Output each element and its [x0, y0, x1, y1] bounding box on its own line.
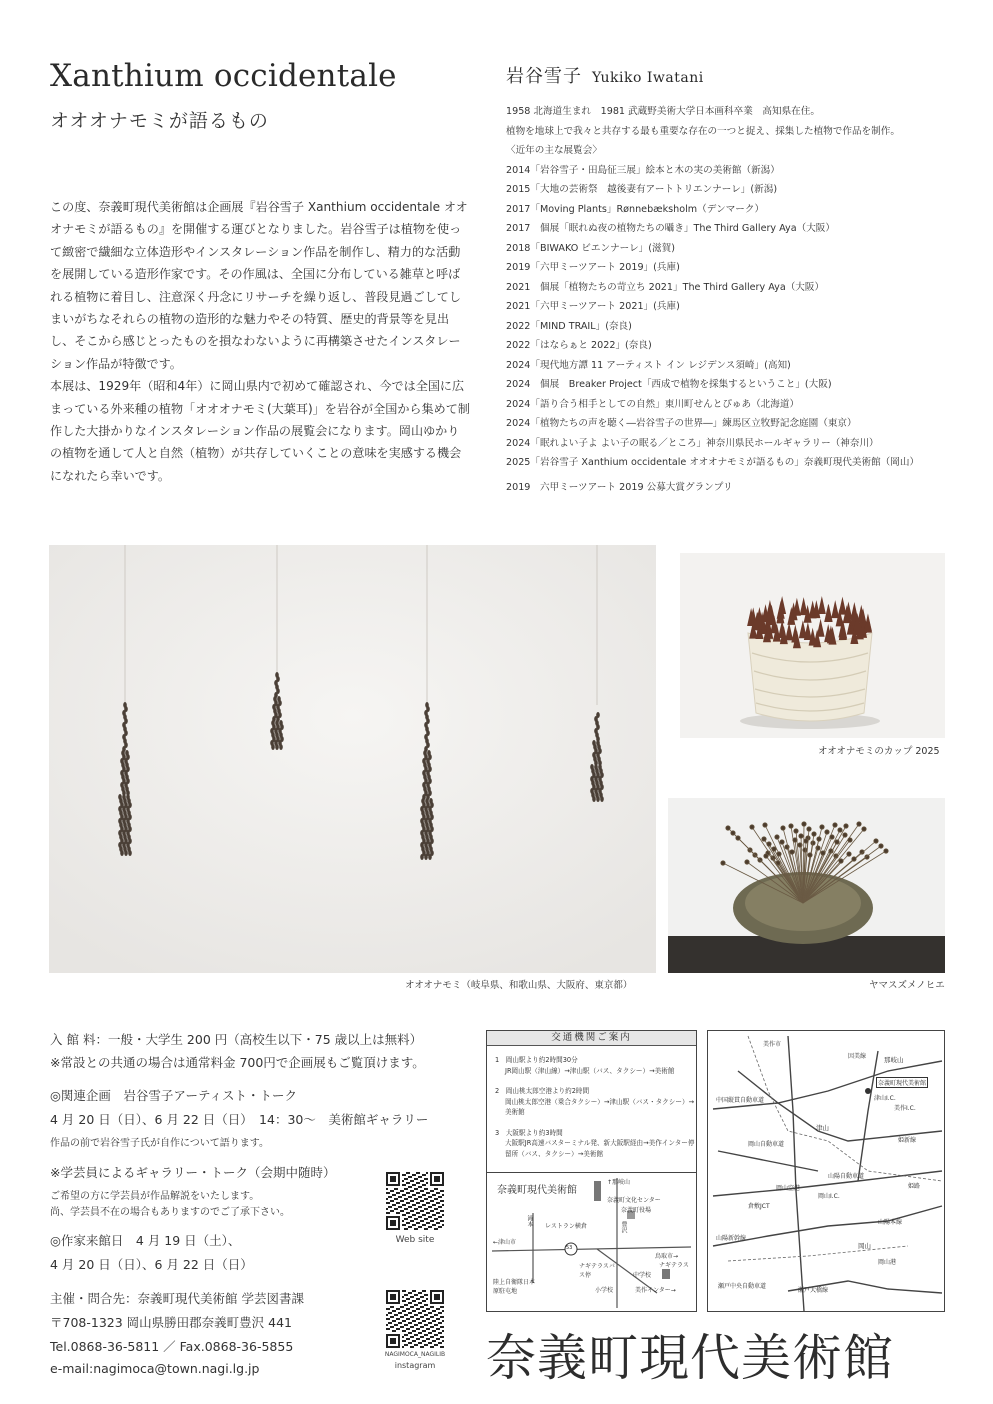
seed-head [762, 837, 766, 841]
exhibition-title-en: Xanthium occidentale [50, 58, 397, 94]
seed [600, 796, 604, 802]
admission-fee: 入 館 料：一般・大学生 200 円（高校生以下・75 歳以上は無料） [50, 1032, 423, 1047]
access-route [495, 1128, 695, 1160]
cup-photo-caption: オオオナモミのカップ 2025 [818, 746, 940, 757]
map-tsuyama-ic-label: 津山I.C. [874, 1095, 896, 1102]
seed-head [825, 830, 829, 834]
map-tsuyama-label: 津山 [816, 1124, 829, 1132]
seed [120, 850, 124, 856]
map-culture-center-label: 奈義町文化センター [607, 1197, 661, 1204]
artist-visit-line-2: 4 月 20 日（日）、6 月 22 日（日） [50, 1257, 253, 1272]
seed [275, 744, 279, 750]
seed-head [781, 826, 785, 830]
map-sanyo-exp-label: 山陽自動車道 [828, 1173, 865, 1180]
bio-line: 2014「岩谷雪子・田島征三展」絵本と木の実の美術館（新潟） [506, 164, 780, 176]
access-guide [486, 1030, 697, 1190]
map-inbi-line-label: 因美線 [848, 1053, 867, 1060]
seed-head [802, 822, 806, 826]
regional-map [707, 1030, 945, 1312]
artist-name-en: Yukiko Iwatani [592, 70, 704, 86]
bio-line: 2024「植物たちの声を聴く―岩谷雪子の世界―」練馬区立牧野記念庭園（東京） [506, 418, 857, 429]
artist-name [506, 62, 704, 88]
map-chugoku-exp-label: 中国縦貫自動車道 [716, 1097, 765, 1104]
route-detail: 岡山桃太郎空港（乗合タクシー）→津山駅（バス・タクシー）→美術館 [505, 1097, 695, 1116]
local-map [486, 1172, 697, 1312]
map-sanyo-shinkansen-label: 山陽新幹線 [716, 1235, 747, 1242]
main-photo-caption: オオオナモミ（岐阜県、和歌山県、大阪府、東京都） [405, 980, 633, 991]
map-seto-ohashi-label: 瀬戸大橋線 [798, 1287, 829, 1294]
exhibition-title-jp: オオオナモミが語るもの [50, 110, 269, 132]
email: e-mail:nagimoca@town.nagi.lg.jp [50, 1361, 260, 1376]
access-route [495, 1086, 695, 1118]
qr-pattern-icon [386, 1290, 444, 1348]
seed-head [884, 849, 888, 853]
seed-head [844, 824, 848, 828]
address: 〒708-1323 岡山県勝田郡奈義町豊沢 441 [50, 1315, 292, 1330]
grass-photo [668, 798, 945, 973]
intro-paragraph-2: 本展は、1929年（昭和4年）に岡山県内で初めて確認され、今では全国に広まっている外来種の植物「オオオナモミ(大葉耳)」を岩谷が全国から集めて制作した大掛かりなインスタレーション作品の展覧会になります。岡山ゆかりの植物を通して人と自然（植物）が共存していくことの意味を実感する機会になれたら幸いです。 [50, 379, 470, 483]
seed-head [726, 826, 730, 830]
seed-head [750, 825, 754, 829]
gallery-talk-desc-1: ご希望の方に学芸員が作品解説をいたします。 [50, 1191, 260, 1202]
organizer: 主催・問合先：奈義町現代美術館 学芸図書課 [50, 1291, 304, 1306]
bio-line: 2017 個展「眠れぬ夜の植物たちの囁き」The Third Gallery Aya（大阪） [506, 223, 835, 234]
artist-award: 2019 六甲ミーツアート 2019 公募大賞グランプリ [506, 482, 733, 493]
map-elementary-label: 小学校 [595, 1287, 614, 1294]
map-okayama-port-label: 岡山港 [878, 1259, 897, 1266]
cup-illustration [680, 553, 945, 738]
bio-line: 植物を地球上で我々と共存する最も重要な存在の一つと捉え、採集した植物で作品を制作。 [506, 125, 900, 137]
seed-head [838, 828, 842, 832]
seed-head [807, 827, 811, 831]
map-tsuyama-label: ←津山市 [493, 1239, 517, 1246]
seed-head [820, 825, 824, 829]
seed [592, 796, 596, 802]
route-time: 大阪駅より約3時間 [505, 1128, 563, 1137]
route-detail: JR岡山駅（津山線）→津山駅（バス、タクシー）→美術館 [505, 1066, 675, 1075]
qr-pattern-icon [386, 1172, 444, 1230]
seed-head [835, 840, 839, 844]
bio-line: 2015「大地の芸術祭 越後妻有アートトリエンナーレ」(新潟) [506, 184, 778, 195]
seed-head [862, 827, 866, 831]
seed-head [767, 842, 771, 846]
hanging-strands-illustration [49, 545, 656, 973]
seed-head [874, 839, 878, 843]
bio-line: 2017「Moving Plants」Rønnebæksholm（デンマーク） [506, 203, 765, 215]
museum-logo: 奈義町現代美術館 [486, 1329, 894, 1387]
museum-marker [594, 1181, 601, 1201]
map-route-label: 53 [566, 1245, 573, 1251]
seed [124, 850, 128, 856]
bio-line: 〈近年の主な展覧会〉 [506, 145, 602, 156]
route-number: 2 [495, 1087, 500, 1095]
map-town-office-label: 奈義町役場 [621, 1207, 652, 1214]
seed-head [833, 823, 837, 827]
bio-line: 2019「六甲ミーツアート 2019」(兵庫) [506, 262, 680, 273]
seed-head [763, 823, 767, 827]
map-seto-chuo-label: 瀬戸中央自動車道 [718, 1283, 767, 1290]
instagram-qr-code[interactable] [386, 1290, 444, 1348]
map-himeji-label: 姫路 [908, 1183, 921, 1190]
tel-fax: Tel.0868-36-5811 ／ Fax.0868-36-5855 [50, 1339, 294, 1354]
access-route [495, 1055, 695, 1076]
map-bus-stop-label: ナギテラスバス停 [579, 1263, 615, 1279]
bio-line: 1958 北海道生まれ 1981 武蔵野美術大学日本画科卒業 高知県在住。 [506, 106, 820, 117]
seed [279, 744, 283, 750]
seed-head [830, 835, 834, 839]
website-qr-label: Web site [395, 1235, 435, 1245]
seed-head [843, 833, 847, 837]
artist-visit-line-1: ◎作家来館日 4 月 19 日（土）、 [50, 1233, 241, 1248]
artist-name-jp: 岩谷雪子 [506, 66, 582, 87]
grass-illustration [668, 798, 945, 973]
access-routes [495, 1055, 695, 1159]
map-nagi-terrace-label: ナギテラス [659, 1262, 689, 1269]
bio-line: 2024「語り合う相手としての自然」東川町せんとぴゅあ（北海道） [506, 398, 800, 410]
map-jr-high-label: 中学校 [633, 1272, 652, 1279]
seed [420, 854, 424, 860]
bio-line: 2022「はならぁと 2022」(奈良) [506, 340, 652, 351]
map-mimasaka-line-label: 美作市 [763, 1041, 782, 1048]
seed-head [839, 859, 843, 863]
seed-head [799, 834, 803, 838]
seed-head [745, 860, 749, 864]
map-nagisan-label: 那岐山 [884, 1056, 904, 1064]
seed [424, 854, 428, 860]
gallery-talk-desc-2: 尚、学芸員不在の場合もありますのでご了承下さい。 [50, 1207, 290, 1218]
bio-line: 2021「六甲ミーツアート 2021」(兵庫) [506, 301, 680, 312]
seed [596, 796, 600, 802]
instagram-handle: NAGIMOCA_NAGILIB [384, 1351, 446, 1358]
map-mimasaka-ic-label: 美作インター→ [635, 1287, 676, 1294]
intro-text [50, 196, 470, 487]
seed-head [777, 852, 781, 856]
bio-line: 2021 個展「植物たちの苛立ち 2021」The Third Gallery Aya（大阪） [506, 281, 825, 293]
related-event-desc: 作品の前で岩谷雪子氏が自作について語ります。 [50, 1138, 269, 1149]
map-tottori-label: 鳥取市→ [655, 1253, 679, 1260]
map-river-label: 滝本 [526, 1215, 533, 1227]
bio-line: 2024「現代地方譚 11 アーティスト イン レジデンス須崎」(高知) [506, 359, 791, 371]
seed-head [808, 853, 812, 857]
artist-bio [506, 102, 966, 473]
map-okayama-exp-label: 岡山自動車道 [748, 1141, 785, 1148]
seed [271, 744, 275, 750]
website-qr-code[interactable] [386, 1172, 444, 1230]
map-sanyo-line-label: 山陽本線 [878, 1219, 903, 1226]
map-jsdf-label: 陸上自衛隊日本原駐屯地 [493, 1279, 536, 1295]
admission-note: ※常設との共通の場合は通常料金 700円で企画展もご覧頂けます。 [50, 1055, 425, 1070]
access-heading: 交通機関ご案内 [487, 1031, 696, 1046]
map-nagisan-label: ↑那岐山 [607, 1179, 631, 1186]
bio-line: 2024「眠れよい子よ よい子の眠る／ところ」神奈川県民ホールギャラリー（神奈川） [506, 437, 879, 449]
map-mimasaka-ic-label: 美作I.C. [894, 1105, 916, 1112]
seed-head [736, 836, 740, 840]
map-kishin-line-label: 姫新線 [898, 1137, 917, 1144]
route-number: 1 [495, 1056, 500, 1064]
seed-head [817, 837, 821, 841]
gallery-talk-title: ※学芸員によるギャラリー・トーク（会期中随時） [50, 1165, 336, 1180]
bio-line: 2024 個展 Breaker Project「西成で植物を採集するということ」(大阪) [506, 379, 832, 390]
installation-photo [49, 545, 656, 973]
grass-photo-caption: ヤマスズメノヒエ [869, 980, 945, 991]
map-okayama-label: 岡山 [858, 1242, 871, 1250]
seed-head [821, 851, 825, 855]
seed-head [731, 831, 735, 835]
route-time: 岡山桃太郎空港より約2時間 [505, 1087, 590, 1095]
bio-line: 2018「BIWAKO ビエンナーレ」(滋賀) [506, 242, 675, 254]
map-restaurant-label: レストラン横倉 [545, 1223, 587, 1230]
seed-head [721, 861, 725, 865]
related-event-dates: 4 月 20 日（日）、6 月 22 日（日） 14：30～ 美術館ギャラリー [50, 1112, 429, 1127]
route-detail: 大阪駅JR高速バスターミナル発、新大阪駅経由→美作インター停留所（バス、タクシー）→美術館 [505, 1139, 695, 1158]
seed-head [780, 840, 784, 844]
seed-head [789, 824, 793, 828]
seed-head [790, 850, 794, 854]
intro-paragraph-1: この度、奈義町現代美術館は企画展『岩谷雪子 Xanthium occidentale オオオナモミが語るもの』を開催する運びとなりました。岩谷雪子は植物を使って緻密で繊細な立体造形やインスタレーション作品を制作し、精力的な活動を展開している造形作家です。その作風は、全国に分布している雑草と呼ばれる植物に着目し、注意深く丹念にリサーチを繰り返し、普段見過ごしてしまいがちなそれらの植物の造形的な魅力やその特質、歴史的背景等を見出し、そこから感じとったものを損なわないように再構築させたインスタレーション作品が特徴です。 [50, 200, 468, 371]
bio-line: 2022「MIND TRAIL」(奈良) [506, 320, 632, 332]
seed-head [879, 844, 883, 848]
map-okayama-ic-label: 岡山I.C. [818, 1193, 840, 1200]
instagram-label: instagram [394, 1361, 436, 1370]
map-okayama-airport-label: 岡山空港 [776, 1185, 801, 1192]
seed-head [848, 838, 852, 842]
seed-head [803, 848, 807, 852]
cup-photo [680, 553, 945, 738]
seed-head [847, 852, 851, 856]
seed-head [794, 829, 798, 833]
bio-line: 2025「岩谷雪子 Xanthium occidentale オオオナモミが語るもの」奈義町現代美術館（岡山） [506, 457, 920, 468]
route-number: 3 [495, 1128, 500, 1137]
seed-head [812, 832, 816, 836]
map-kurashiki-jct-label: 倉敷JCT [748, 1203, 770, 1210]
map-toyosawa-label: 豊沢 [620, 1221, 627, 1233]
regional-map-drawing [708, 1031, 944, 1311]
seed-head [857, 822, 861, 826]
map-museum-label: 奈義町現代美術館 [497, 1185, 577, 1196]
seed [428, 854, 432, 860]
map-museum-box: 奈義町現代美術館 [876, 1077, 928, 1088]
route-time: 岡山駅より約2時間30分 [505, 1056, 578, 1064]
seed-head [804, 839, 808, 843]
seed [128, 850, 132, 856]
seed-head [852, 857, 856, 861]
related-event-title: ◎関連企画 岩谷雪子アーティスト・トーク [50, 1088, 298, 1103]
seed-head [775, 835, 779, 839]
seed-head [764, 854, 768, 858]
